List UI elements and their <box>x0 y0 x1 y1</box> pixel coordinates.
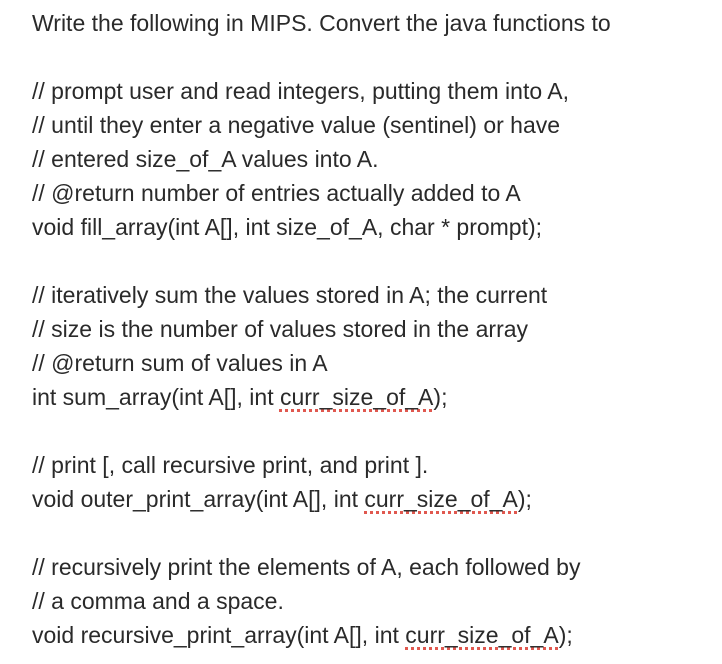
sum-array-signature <box>32 380 722 414</box>
fill-array-signature: void fill_array(int A[], int size_of_A, char * prompt); <box>32 214 543 240</box>
spellcheck-flagged-word[interactable]: curr_size_of_A <box>405 622 559 648</box>
recursive-print-comment: // recursively print the elements of A, each followed by <box>32 554 581 580</box>
fill-array-comment: // until they enter a negative value (sentinel) or have <box>32 112 561 138</box>
sum-array-comment: // iteratively sum the values stored in A; the current <box>32 282 548 308</box>
blank-line <box>32 40 722 74</box>
fill-array-comment: // entered size_of_A values into A. <box>32 146 379 172</box>
signature-text: int sum_array(int A[], int <box>32 384 280 410</box>
blank-line <box>32 516 722 550</box>
recursive-print-comment: // a comma and a space. <box>32 588 284 614</box>
signature-text: ); <box>517 486 532 512</box>
signature-text: void recursive_print_array(int A[], int <box>32 622 406 648</box>
signature-text: ); <box>558 622 573 648</box>
sum-array-comment: // @return sum of values in A <box>32 350 328 376</box>
signature-text: void outer_print_array(int A[], int <box>32 486 365 512</box>
blank-line <box>32 414 722 448</box>
outer-print-comment: // print [, call recursive print, and print ]. <box>32 452 429 478</box>
document-body <box>32 6 722 652</box>
signature-text: ); <box>433 384 448 410</box>
intro-line: Write the following in MIPS. Convert the java functions to <box>32 10 611 36</box>
fill-array-comment: // @return number of entries actually added to A <box>32 180 521 206</box>
fill-array-comment: // prompt user and read integers, putting them into A, <box>32 78 569 104</box>
spellcheck-flagged-word[interactable]: curr_size_of_A <box>279 384 434 410</box>
outer-print-signature <box>32 482 722 516</box>
spellcheck-flagged-word[interactable]: curr_size_of_A <box>364 486 518 512</box>
blank-line <box>32 244 722 278</box>
recursive-print-signature <box>32 618 722 652</box>
sum-array-comment: // size is the number of values stored in the array <box>32 316 529 342</box>
